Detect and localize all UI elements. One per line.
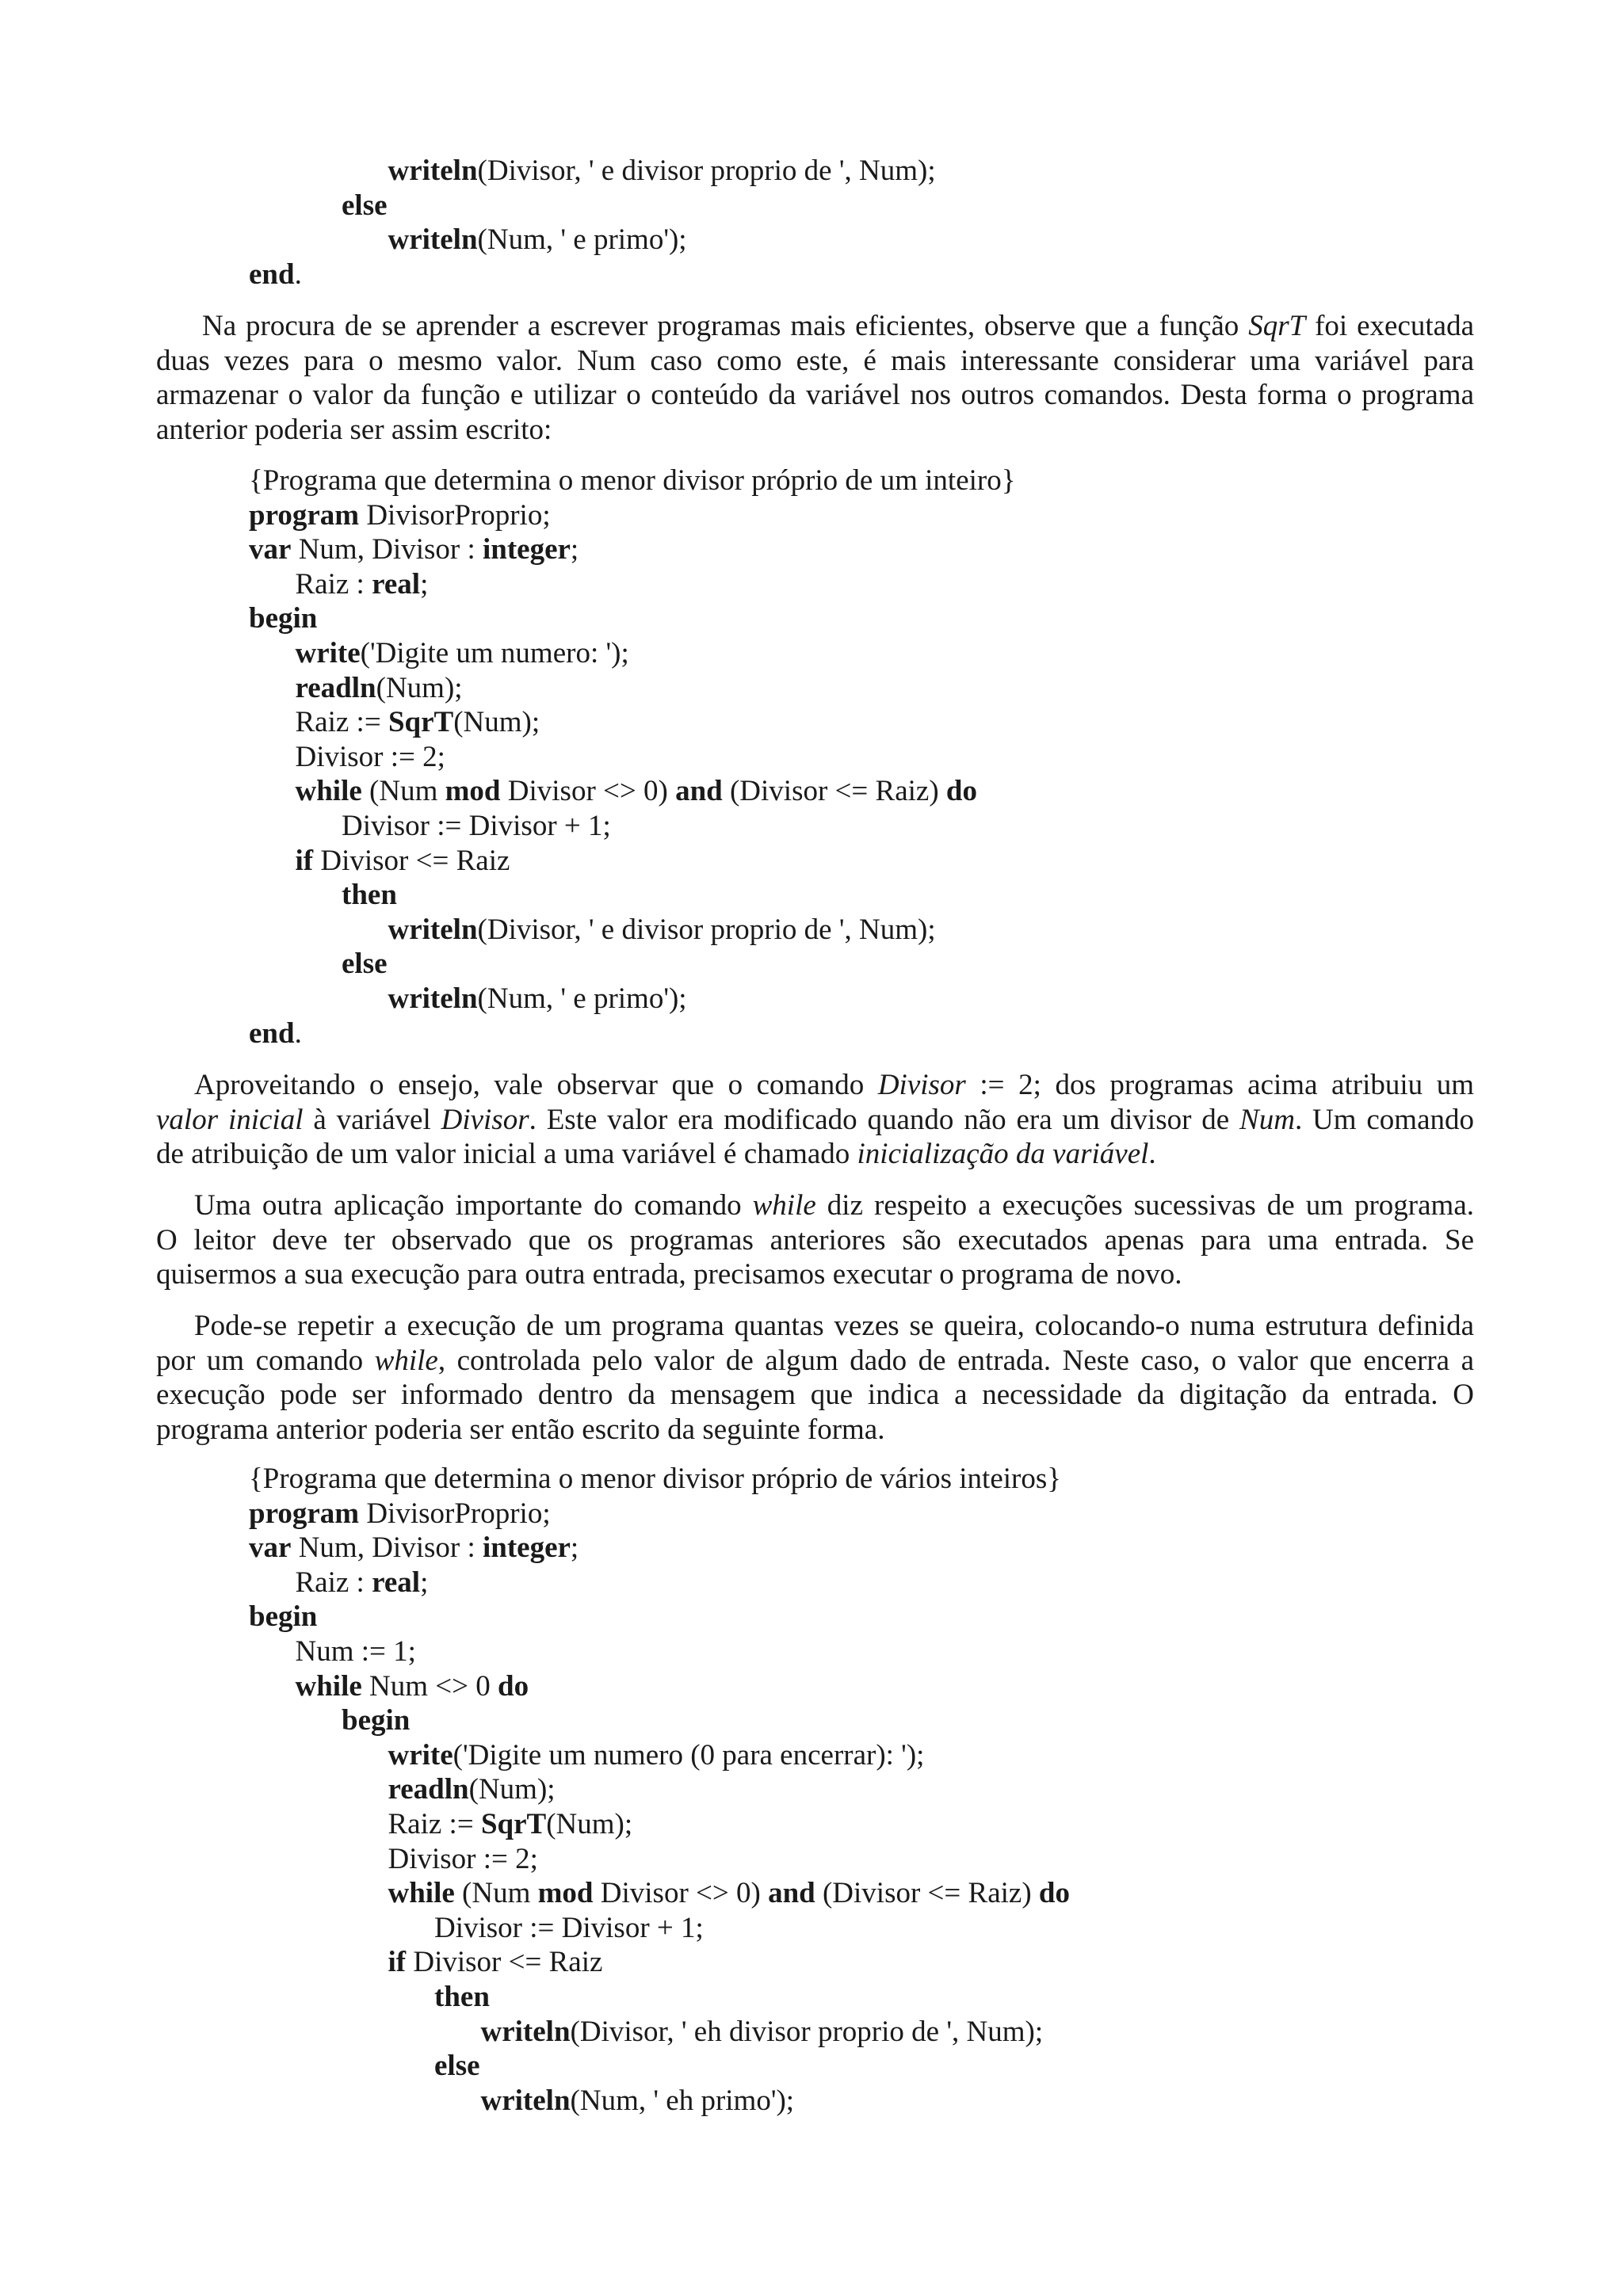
emphasis-text: valor inicial	[156, 1103, 304, 1136]
keyword: then	[342, 879, 397, 912]
text-run: Divisor <> 0)	[500, 775, 676, 808]
text-run: (Divisor, ' eh divisor proprio de ', Num);	[570, 2015, 1044, 2048]
text-run: de atribuição de um valor inicial a uma variável é chamado	[156, 1138, 857, 1170]
code-line	[296, 774, 978, 809]
keyword: do	[945, 775, 977, 808]
text-run: Pode-se repetir a execução de um programa quantas vezes se queira, colocando-o numa estrutura definida	[194, 1310, 1474, 1342]
code-line	[249, 1600, 317, 1634]
emphasis-text: Divisor	[441, 1103, 529, 1136]
text-run: := 2; dos programas acima atribuiu um	[965, 1069, 1474, 1101]
keyword: SqrT	[388, 706, 454, 739]
paragraph-line	[156, 378, 1474, 413]
paragraph-line	[156, 1188, 1474, 1223]
code-line	[296, 671, 463, 706]
code-line	[296, 844, 510, 879]
text-run: (Num);	[468, 1773, 556, 1806]
code-line	[249, 1462, 1061, 1497]
code-line	[434, 1911, 704, 1946]
code-line	[481, 2015, 1044, 2050]
code-line	[249, 257, 302, 292]
code-line	[296, 636, 629, 671]
keyword: write	[388, 1738, 453, 1772]
code-line	[249, 601, 317, 636]
code-line	[388, 1945, 603, 1980]
keyword: if	[388, 1946, 407, 1979]
text-run: .	[1148, 1138, 1156, 1170]
text-run: (Num	[361, 775, 445, 808]
keyword: end	[249, 1016, 295, 1050]
text-run: quisermos a sua execução para outra entrada, precisamos executar o programa de novo.	[156, 1258, 1182, 1291]
keyword: real	[372, 567, 421, 601]
text-run: ('Digite um numero: ');	[360, 637, 629, 669]
text-run: , controlada pelo valor de algum dado de entrada. Neste caso, o valor que encerra a	[437, 1344, 1474, 1377]
keyword: readln	[295, 671, 376, 704]
paragraph-variable-initialization	[156, 1068, 1474, 1172]
code-line	[481, 2084, 795, 2119]
emphasis-text: SqrT	[1248, 310, 1306, 342]
text-run: .	[294, 1016, 302, 1050]
paragraph-line	[156, 1068, 1474, 1103]
keyword: while	[295, 775, 362, 808]
paragraph-line	[156, 1344, 1474, 1379]
text-run: Num, Divisor :	[291, 1531, 483, 1565]
text-run: {Programa que determina o menor divisor próprio de um inteiro}	[249, 464, 1016, 497]
keyword: else	[342, 189, 388, 222]
keyword: mod	[445, 775, 501, 808]
paragraph-repeat-program	[156, 1309, 1474, 1447]
paragraph-line	[156, 1223, 1474, 1258]
text-run: {Programa que determina o menor divisor próprio de vários inteiros}	[249, 1463, 1062, 1495]
emphasis-text: Num	[1239, 1103, 1295, 1136]
text-run: O leitor deve ter observado que os programas anteriores são executados apenas para uma entrada. Se	[156, 1223, 1474, 1257]
paragraph-line	[156, 413, 1474, 448]
text-run: Uma outra aplicação importante do comando	[194, 1189, 753, 1222]
keyword: writeln	[388, 913, 478, 946]
text-run: (Num);	[453, 706, 540, 739]
keyword: begin	[249, 602, 318, 635]
text-run: Divisor := Divisor + 1;	[342, 810, 611, 842]
keyword: program	[249, 498, 360, 532]
text-run: (Num);	[546, 1808, 633, 1840]
code-line	[296, 1634, 416, 1669]
keyword: and	[675, 775, 723, 808]
code-line	[388, 1807, 633, 1842]
text-run: Num := 1;	[295, 1635, 416, 1668]
keyword: writeln	[388, 982, 478, 1015]
code-line	[249, 1497, 551, 1531]
text-run: Num, Divisor :	[291, 533, 483, 566]
text-run: à variável	[303, 1103, 441, 1136]
emphasis-text: while	[374, 1344, 438, 1377]
text-run: (Divisor, ' e divisor proprio de ', Num);	[477, 154, 936, 187]
text-run: por um comando	[156, 1344, 375, 1377]
code-line	[388, 223, 687, 257]
text-run: (Num, ' e primo');	[477, 982, 687, 1015]
paragraph-line	[156, 344, 1474, 379]
keyword: integer	[482, 1531, 571, 1565]
paragraph-line	[156, 1309, 1474, 1344]
emphasis-text: Divisor	[877, 1069, 966, 1101]
keyword: var	[249, 533, 292, 566]
text-run: duas vezes para o mesmo valor. Num caso como este, é mais interessante considerar uma variável para	[156, 344, 1474, 377]
code-line	[249, 1531, 579, 1566]
code-line	[296, 740, 445, 775]
keyword: SqrT	[480, 1808, 547, 1840]
text-run: .	[294, 257, 302, 291]
text-run: execução pode ser informado dentro da mensagem que indica a necessidade da digitação da entrada. O	[156, 1379, 1474, 1411]
keyword: and	[768, 1877, 815, 1910]
code-line	[434, 1980, 490, 2015]
keyword: begin	[342, 1704, 411, 1737]
text-run: Raiz :	[295, 1566, 372, 1599]
text-run: Divisor <> 0)	[593, 1877, 769, 1910]
code-line	[249, 1016, 302, 1051]
text-run: Na procura de se aprender a escrever programas mais eficientes, observe que a função	[202, 310, 1249, 342]
keyword: readln	[388, 1773, 469, 1806]
paragraph-line	[156, 1413, 1474, 1447]
keyword: else	[434, 2050, 480, 2083]
code-line	[249, 463, 1015, 498]
text-run: ;	[420, 567, 429, 601]
text-run: DivisorProprio;	[359, 1497, 551, 1530]
text-run: (Num, ' e primo');	[477, 223, 687, 257]
code-line	[434, 2049, 480, 2084]
text-run: Divisor := Divisor + 1;	[434, 1911, 704, 1944]
text-run: ;	[570, 1531, 579, 1565]
emphasis-text: inicialização da variável	[857, 1138, 1149, 1170]
text-run: DivisorProprio;	[359, 498, 551, 532]
text-run: programa anterior poderia ser então escrito da seguinte forma.	[156, 1413, 885, 1446]
code-line	[296, 1669, 529, 1704]
keyword: writeln	[480, 2084, 571, 2117]
paragraph-while-repetition	[156, 1188, 1474, 1292]
emphasis-text: while	[752, 1189, 816, 1222]
keyword: write	[295, 637, 361, 669]
paragraph-line	[156, 309, 1474, 344]
text-run: diz respeito a execuções sucessivas de um programa.	[815, 1189, 1475, 1222]
text-run: . Um comando	[1294, 1103, 1474, 1136]
text-run: Aproveitando o ensejo, vale observar que o comando	[194, 1069, 878, 1101]
text-run: (Divisor <= Raiz)	[722, 775, 946, 808]
code-line	[342, 189, 388, 223]
keyword: writeln	[388, 154, 478, 187]
keyword: end	[249, 257, 295, 291]
code-line	[388, 1772, 556, 1807]
keyword: program	[249, 1497, 360, 1530]
text-run: Num <> 0	[361, 1669, 498, 1703]
keyword: real	[372, 1566, 421, 1599]
text-run: ;	[420, 1566, 429, 1599]
code-line	[296, 1566, 429, 1600]
keyword: do	[498, 1669, 529, 1703]
text-run: ('Digite um numero (0 para encerrar): ');	[453, 1738, 925, 1772]
text-run: Divisor := 2;	[388, 1842, 538, 1875]
paragraph-line	[156, 1137, 1474, 1172]
code-line	[296, 705, 540, 740]
code-line	[342, 878, 397, 913]
keyword: mod	[537, 1877, 594, 1910]
text-run: anterior poderia ser assim escrito:	[156, 413, 552, 446]
code-line	[388, 913, 936, 948]
code-line	[296, 567, 429, 602]
paragraph-line	[156, 1103, 1474, 1138]
text-run: (Num	[454, 1877, 538, 1910]
code-line	[342, 809, 611, 844]
keyword: var	[249, 1531, 292, 1565]
text-run: (Divisor <= Raiz)	[815, 1877, 1039, 1910]
text-run: . Este valor era modificado quando não era um divisor de	[529, 1103, 1240, 1136]
keyword: begin	[249, 1600, 318, 1634]
code-line	[388, 1738, 925, 1773]
keyword: then	[434, 1981, 490, 2013]
code-line	[388, 982, 687, 1016]
text-run: foi executada	[1305, 310, 1475, 342]
keyword: do	[1038, 1877, 1070, 1910]
text-run: armazenar o valor da função e utilizar o conteúdo da variável nos outros comandos. Desta forma o programa	[156, 379, 1474, 411]
text-run: Divisor := 2;	[295, 740, 445, 773]
text-run: Divisor <= Raiz	[406, 1946, 603, 1979]
keyword: writeln	[388, 223, 478, 257]
code-line	[388, 1842, 538, 1877]
keyword: else	[342, 948, 388, 981]
code-line	[388, 154, 936, 189]
code-line	[342, 1703, 410, 1738]
paragraph-sqrt-efficiency	[156, 309, 1474, 447]
text-run: Divisor <= Raiz	[313, 844, 510, 877]
text-run: (Num);	[376, 671, 463, 704]
paragraph-line	[156, 1378, 1474, 1413]
code-line	[342, 947, 388, 982]
keyword: integer	[482, 533, 571, 566]
text-run: (Divisor, ' e divisor proprio de ', Num);	[477, 913, 936, 946]
text-run: Raiz :=	[388, 1808, 481, 1840]
code-line	[388, 1876, 1071, 1911]
text-run: Raiz :	[295, 567, 372, 601]
keyword: if	[295, 844, 314, 877]
keyword: while	[295, 1669, 362, 1703]
code-line	[249, 498, 551, 533]
keyword: while	[388, 1877, 455, 1910]
text-run: ;	[570, 533, 579, 566]
paragraph-line	[156, 1257, 1474, 1292]
text-run: Raiz :=	[295, 706, 388, 739]
text-run: (Num, ' eh primo');	[570, 2084, 795, 2117]
keyword: writeln	[480, 2015, 571, 2048]
code-line	[249, 532, 579, 567]
